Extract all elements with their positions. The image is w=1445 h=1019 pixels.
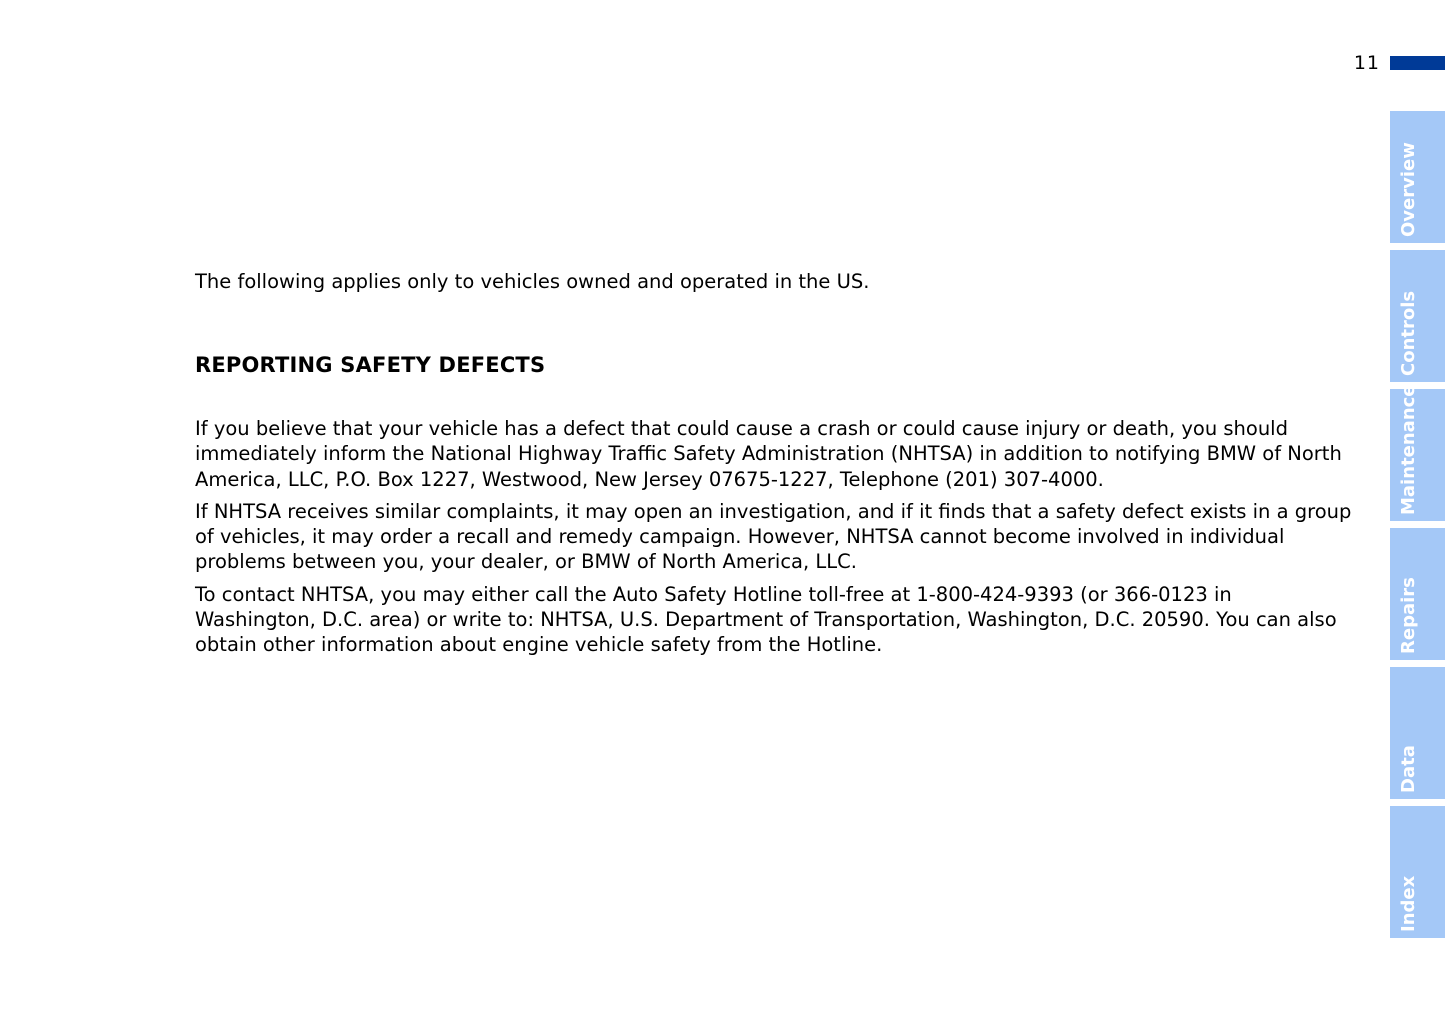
page-number: 11 (1353, 52, 1380, 74)
tab-data-label: Data (1398, 745, 1419, 793)
paragraph-2: If NHTSA receives similar complaints, it may open an investigation, and if it finds that a safety defect exists in a group of vehicles, it may order a recall and remedy campaign. However, NHTSA cannot become involved in individual problems between you, your dealer, or BMW of North America, LLC. (195, 499, 1352, 574)
section-heading: REPORTING SAFETY DEFECTS (195, 353, 546, 377)
page-marker-bar (1390, 56, 1445, 70)
tab-maintenance[interactable] (1390, 384, 1445, 521)
tab-overview-label: Overview (1398, 142, 1419, 237)
intro-text: The following applies only to vehicles owned and operated in the US. (195, 270, 870, 293)
tab-repairs-label: Repairs (1398, 577, 1419, 654)
tab-controls-label: Controls (1398, 290, 1419, 376)
section-tabs (1390, 111, 1445, 945)
tab-controls[interactable] (1390, 250, 1445, 382)
tab-overview[interactable] (1390, 111, 1445, 243)
tab-index-label: Index (1398, 875, 1419, 932)
page-content (195, 269, 1355, 658)
tab-maintenance-label: Maintenance (1398, 384, 1419, 515)
tab-data[interactable] (1390, 667, 1445, 799)
tab-index[interactable] (1390, 806, 1445, 938)
tab-repairs[interactable] (1390, 528, 1445, 660)
paragraph-1: If you believe that your vehicle has a defect that could cause a crash or could cause injury or death, you should immediately inform the National Highway Traffic Safety Administration (NHTSA) in addition to notifying BMW of North America, LLC, P.O. Box 1227, Westwood, New Jersey 07675-1227, Telephone (201) 307-4000. (195, 417, 1342, 491)
paragraph-3: To contact NHTSA, you may either call the Auto Safety Hotline toll-free at 1-800-424-9393 (or 366-0123 in Washington, D.C. area) or write to: NHTSA, U.S. Department of Transportation, Washington, D.C. 20590. You can also obtain other information about engine vehicle safety from the Hotline. (195, 582, 1337, 657)
